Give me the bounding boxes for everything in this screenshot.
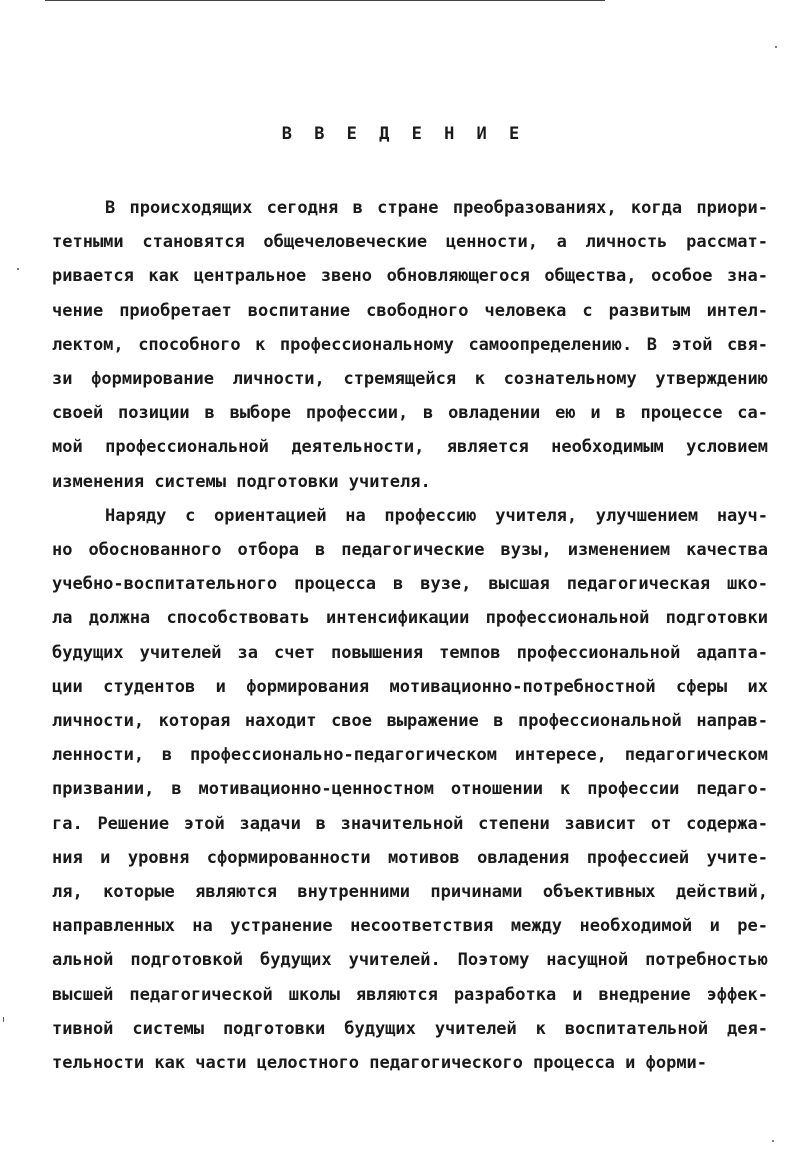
top-border-line [45, 0, 605, 1]
text-line: тельности как части целостного педагогического процесса и форми- [52, 1053, 708, 1073]
text-line: Наряду с ориентацией на профессию учителя, улучшением науч- [105, 506, 768, 526]
text-line: В происходящих сегодня в стране преобразованиях, когда приори- [105, 198, 768, 218]
text-line: тетными становятся общечеловеческие ценности, а личность рассмат- [52, 232, 768, 252]
text-line: чение приобретает воспитание свободного человека с развитым интел- [52, 301, 768, 321]
text-line: но обоснованного отбора в педагогические вузы, изменением качества [52, 540, 768, 560]
text-line: ния и уровня сформированности мотивов овладения профессией учите- [52, 848, 768, 868]
scan-speck [775, 46, 777, 48]
text-line: тивной системы подготовки будущих учителей к воспитательной дея- [52, 1019, 768, 1039]
text-line: ля, которые являются внутренними причинами объективных действий, [52, 882, 768, 902]
text-line: призвании, в мотивационно-ценностном отношении к профессии педаго- [52, 779, 768, 799]
text-line: направленных на устранение несоответствия между необходимой и ре- [52, 916, 768, 936]
scan-speck [772, 1140, 774, 1142]
text-line: лектом, способного к профессиональному самоопределению. В этой свя- [52, 335, 768, 355]
text-line: ривается как центральное звено обновляющегося общества, особое зна- [52, 266, 768, 286]
page-title: В В Е Д Е Н И Е [281, 124, 526, 144]
text-line: будущих учителей за счет повышения темпов профессиональной адапта- [52, 643, 768, 663]
text-line: личности, которая находит свое выражение в профессиональной направ- [52, 711, 768, 731]
text-line: учебно-воспитательного процесса в вузе, высшая педагогическая шко- [52, 574, 768, 594]
text-line: зи формирование личности, стремящейся к сознательному утверждению [52, 369, 768, 389]
text-line: высшей педагогической школы являются разработка и внедрение эффек- [52, 985, 768, 1005]
scan-speck [17, 268, 19, 270]
text-line: ла должна способствовать интенсификации профессиональной подготовки [52, 608, 768, 628]
scan-speck [3, 1017, 4, 1022]
text-line: своей позиции в выборе профессии, в овладении ею и в процессе са- [52, 403, 768, 423]
text-line: га. Решение этой задачи в значительной степени зависит от содержа- [52, 814, 768, 834]
text-line: ции студентов и формирования мотивационно-потребностной сферы их [52, 677, 768, 697]
text-line: альной подготовкой будущих учителей. Поэтому насущной потребностью [52, 950, 768, 970]
text-line: мой профессиональной деятельности, является необходимым условием [52, 437, 768, 457]
text-line: изменения системы подготовки учителя. [52, 472, 431, 492]
text-line: ленности, в профессионально-педагогическом интересе, педагогическом [52, 745, 768, 765]
